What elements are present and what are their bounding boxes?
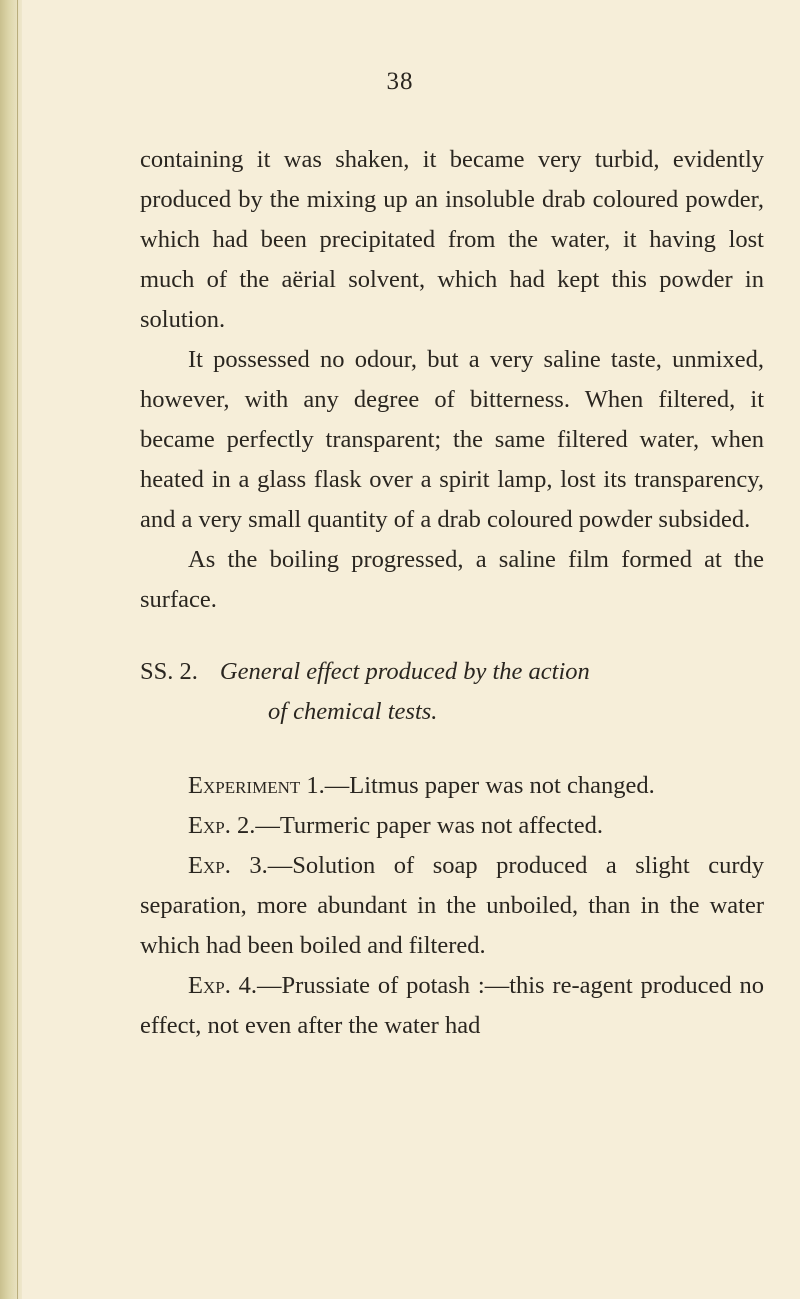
book-binding-edge <box>0 0 22 1299</box>
section-number: SS. 2. <box>140 658 198 685</box>
experiment-text: —Litmus paper was not changed. <box>324 772 655 799</box>
experiment-label: Experiment 1. <box>188 772 325 799</box>
experiment-1 <box>140 766 764 806</box>
section-title-line2: of chemical tests. <box>268 698 438 725</box>
section-title-line1: General effect produced by the action <box>219 658 590 685</box>
paragraph-odour: It possessed no odour, but a very saline taste, unmixed, however, with any degree of bitterness. When filtered, it became perfectly transparent; the same filtered water, when heated in a glass flask over a spirit lamp, lost its transparency, and a very small quantity of a drab coloured powder subsided. <box>140 346 764 533</box>
section-heading <box>140 652 764 732</box>
page-number: 38 <box>386 68 414 95</box>
experiment-2 <box>140 806 764 846</box>
experiment-text: —Turmeric paper was not affected. <box>255 812 603 839</box>
experiment-label: Exp. 3. <box>188 852 268 879</box>
experiment-3 <box>140 846 764 966</box>
experiment-text: —Prussiate of potash :—this re-agent produced no effect, not even after the water had <box>140 972 765 1039</box>
experiment-label: Exp. 4. <box>188 972 258 999</box>
experiment-4 <box>140 966 764 1046</box>
experiment-text: —Solution of soap produced a slight curdy separation, more abundant in the unboiled, than in the water which had been boiled and filtered. <box>140 852 765 959</box>
page-body <box>140 140 764 1046</box>
paragraph-continued: containing it was shaken, it became very turbid, evidently produced by the mixing up an insoluble drab coloured powder, which had been precipitated from the water, it having lost much of the aërial solvent, which had kept this powder in solution. <box>140 146 764 333</box>
experiment-label: Exp. 2. <box>188 812 256 839</box>
paragraph-boiling: As the boiling progressed, a saline film formed at the surface. <box>140 546 764 613</box>
